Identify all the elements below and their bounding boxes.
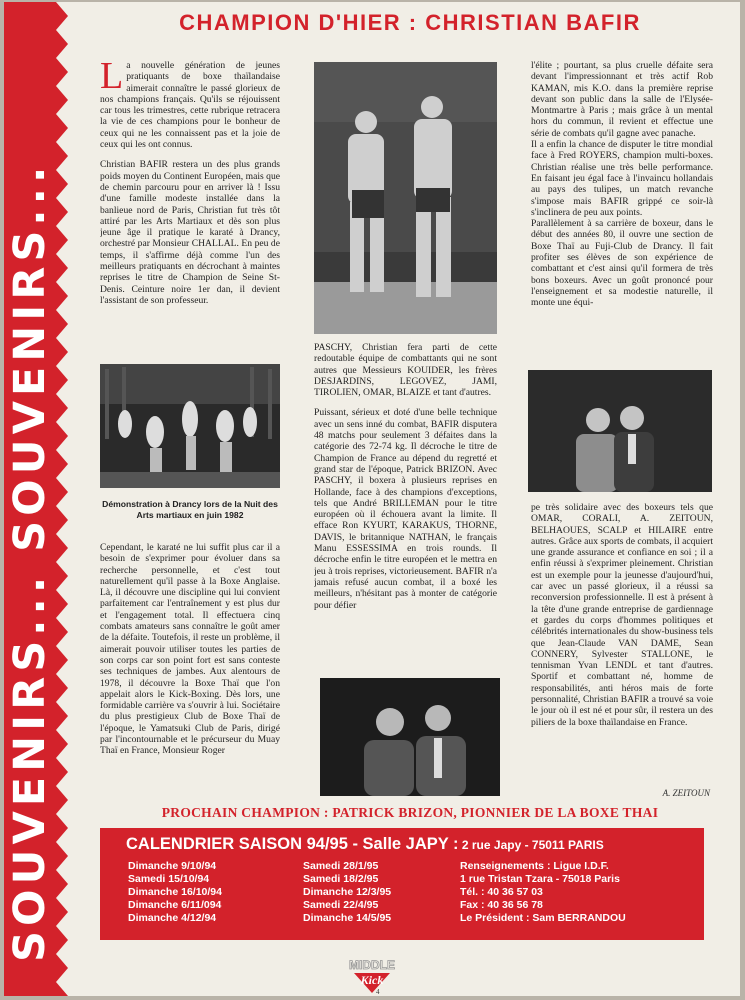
calendar-date: Samedi 15/10/94 xyxy=(128,873,210,885)
middle-kick-logo xyxy=(322,957,422,995)
calendar-date: Dimanche 16/10/94 xyxy=(128,886,222,898)
calendar-heading xyxy=(126,835,604,854)
photo-demonstration-drancy xyxy=(100,364,280,488)
season-calendar-box xyxy=(100,828,704,940)
calendar-dates-middle xyxy=(303,860,391,925)
side-souvenirs-text: SOUVENIRS... SOUVENIRS... xyxy=(5,161,55,962)
calendar-date: Dimanche 4/12/94 xyxy=(128,912,217,924)
paragraph: Christian BAFIR restera un des plus grands poids moyen du Continent Européen, mais que de chemin parcouru pour en arriver là ! Issu d'une famille modeste installée dans la banlieue nord de Paris, Christian fut très tôt attiré par les Arts Martiaux et dès son plus jeune âge il pratique le karaté à Drancy, orchestré par Monsieur CHALLAL. En peu de temps, il s'affirme déjà comme l'un des meilleurs pratiquants en décrochant à maintes reprises le titre de Champion de Seine St-Denis. Ceinture noire 1er dan, il devient l'assistant de son professeur. xyxy=(100,159,280,306)
paragraph: Il a enfin la chance de disputer le titre mondial face à Fred ROYERS, champion multi-boxes. Christian réalise une très belle performance. En faisant jeu égal face à l'invaincu hollandais au pays des tulipes, un match revanche s'impose mais BAFIR grippé ce soir-là s'inclinera de peu aux points. xyxy=(531,139,713,218)
contact-line: Fax : 40 36 56 78 xyxy=(460,899,543,911)
column-2-text xyxy=(314,342,497,670)
contact-line: Renseignements : Ligue I.D.F. xyxy=(460,860,609,872)
calendar-date: Samedi 22/4/95 xyxy=(303,899,379,911)
calendar-dates-left xyxy=(128,860,222,925)
photo-bafir-with-celebrity xyxy=(320,678,500,796)
calendar-date: Dimanche 9/10/94 xyxy=(128,860,217,872)
calendar-date: Dimanche 14/5/95 xyxy=(303,912,392,924)
paragraph: Parallèlement à sa carrière de boxeur, dans le début des années 80, il ouvre une section de Boxe Thaï au Fuji-Club de Drancy. Il fait profiter ses élèves de son expérience de combattant et c'est ainsi qu'il formera de très bons boxeurs. Avec un goût prononcé pour l'enseignement et sa modestie naturelle, il monte une équi- xyxy=(531,218,713,309)
paragraph: Cependant, le karaté ne lui suffit plus car il a besoin de s'exprimer pour évoluer dans sa recherche personnelle, et c'est tout naturellement qu'il passe à la Boxe Anglaise. Là, il découvre une discipline qui lui convient parfaitement car l'entraînement y est plus dur et l'engagement total. Il effectuera cinq combats amateurs sans connaître le goût amer de la défaite. Toutefois, il reste un problème, il aimerait pouvoir utiliser toutes les parties de son corps car son point fort est sans conteste ses techniques de jambes. Aux alentours de 1978, il découvre la Boxe Thaï que l'on appelait alors le Kick-Boxing. Dès lors, une formidable carrière va s'ouvrir à lui. Sociétaire du plus prestigieux Club de Boxe Thaï de l'époque, le Yamatsuki Club de Paris, dirigé par l'incontournable et le précurseur du Muay Thaï en France, Monsieur Roger xyxy=(100,542,280,757)
paragraph: l'élite ; pourtant, sa plus cruelle défaite sera devant l'impressionnant et très actif Rob KAMAN, mis K.O. dans la première reprise devant son public dans la salle de l'Elysée-Montmartre à Paris ; mais grâce à un mental hors du commun, il revient et effectue une série de combats qu'il gagne avec panache. xyxy=(531,60,713,139)
paragraph: pe très solidaire avec des boxeurs tels que OMAR, CORALI, A. ZEITOUN, BELHAOUES, SCALP et HILAIRE entre autres. Grâce aux sports de combats, il acquiert une grande assurance et confiance en soi ; il a enfin réussi à s'exprimer pleinement. Christian est un exemple pour la jeunesse d'aujourd'hui, car avec un passé glorieux, il a réussi sa reconversion professionnelle. Il est à présent à la tête d'une grande entreprise de gardiennage et gardes du corps d'hommes politiques et célébrités internationales du show-business tels que Jean-Claude VAN DAME, Sean CONNERY, Sylvester STALLONE, le tennisman Yvan LENDL et tant d'autres. Sportif et combattant né, homme de responsabilités, anti héros mais de forte personnalité, Christian BAFIR a trouvé sa voie le jour où il est né et pour sûr, il restera un des piliers de la boxe thaïlandaise en France. xyxy=(531,502,713,728)
contact-line: Tél. : 40 36 57 03 xyxy=(460,886,543,898)
column-3-bottom xyxy=(531,502,713,782)
column-3-top xyxy=(531,60,713,368)
calendar-date: Dimanche 6/11/094 xyxy=(128,899,222,911)
photo-caption: Démonstration à Drancy lors de la Nuit des Arts martiaux en juin 1982 xyxy=(102,499,278,520)
paragraph: Puissant, sérieux et doté d'une belle technique avec un sens inné du combat, BAFIR disputera 48 matchs pour seulement 3 défaites dans la catégorie des 72-74 kg. Il décroche le titre de Champion de France au dépend du regretté et grand star de l'époque, Patrick BRIZON. Avec PASCHY, il boxera à plusieurs reprises en Hollande, face à des champions d'exceptions, tels que André BRILLEMAN pour le titre européen où il échouera avant la limite. Il efface Ron KYURT, KARAKUS, THORNE, DAVIS, le britannique NATHAN, le français Manu ESSESSIMA en trois rounds. Il décroche enfin le titre européen et le mettra en jeu à trois reprises, victorieusement. BAFIR n'a jamais refusé aucun combat, il a boxé les meilleurs, n'hésitant pas à monter de catégorie pour défier xyxy=(314,407,497,611)
column-1-top xyxy=(100,60,280,360)
calendar-title: CALENDRIER SAISON 94/95 - Salle JAPY : xyxy=(126,835,459,853)
photo-two-boxers xyxy=(314,62,497,334)
contact-line: Le Président : Sam BERRANDOU xyxy=(460,912,626,924)
calendar-address: 2 rue Japy - 75011 PARIS xyxy=(458,838,604,852)
author-signature: A. ZEITOUN xyxy=(662,788,710,798)
page-number: 4 xyxy=(376,988,380,996)
photo-bafir-portrait xyxy=(528,370,712,492)
calendar-contact-info xyxy=(460,860,626,925)
calendar-date: Dimanche 12/3/95 xyxy=(303,886,392,898)
paragraph: PASCHY, Christian fera parti de cette redoutable équipe de combattants qui ne sont autres que Messieurs KOUIDER, les frères DESJARDINS, LEGOVEZ, JAMI, TIROLIEN, OMAR, BLAIZE et tant d'autres. xyxy=(314,342,497,399)
drop-cap: L xyxy=(100,60,124,97)
next-champion-banner: PROCHAIN CHAMPION : PATRICK BRIZON, PIONNIER DE LA BOXE THAI xyxy=(161,805,659,820)
calendar-date: Samedi 18/2/95 xyxy=(303,873,379,885)
calendar-date: Samedi 28/1/95 xyxy=(303,860,379,872)
logo-top-word: MIDDLE xyxy=(349,958,395,972)
column-1-bottom xyxy=(100,542,280,802)
magazine-page xyxy=(4,2,740,996)
logo-main-word: Kick xyxy=(360,973,384,987)
intro-paragraph: a nouvelle génération de jeunes pratiquants de boxe thaïlandaise aimerait connaître le passé glorieux de nos champions français. Qu'ils se réjouissent car tous les trimestres, cette rubrique retracera la vie de ces champions pour le bonheur de ceux qui ne les connaissent pas et la joie de ceux qui les ont connus. xyxy=(100,60,280,151)
article-title: CHAMPION D'HIER : CHRISTIAN BAFIR xyxy=(179,10,641,35)
contact-line: 1 rue Tristan Tzara - 75018 Paris xyxy=(460,873,620,885)
